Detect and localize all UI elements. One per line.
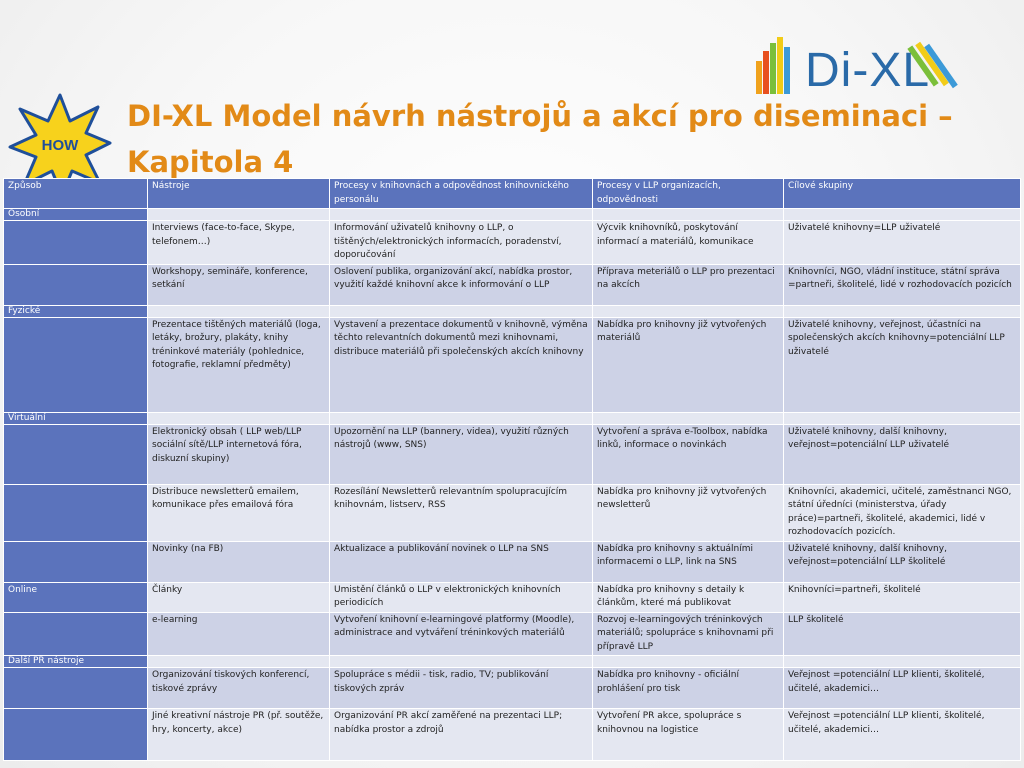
cell-llp-process: Nabídka pro knihovny - oficiální prohlášení pro tisk (593, 668, 784, 709)
cell-library-process: Informování uživatelů knihovny o LLP, o tištěných/elektronických informacích, poradenství, doporučování (330, 221, 593, 265)
section-label: Online (4, 582, 148, 612)
table-row (4, 582, 1021, 612)
section-row-fyzicke (4, 305, 1021, 317)
cell-target-group: Veřejnost =potenciální LLP klienti, školitelé, učitelé, akademici… (784, 709, 1021, 761)
cell-tool: Jiné kreativní nástroje PR (př. soutěže, hry, koncerty, akce) (148, 709, 330, 761)
section-row-virtualni (4, 412, 1021, 424)
table-row (4, 264, 1021, 305)
cell-llp-process: Výcvik knihovníků, poskytování informací a materiálů, komunikace (593, 221, 784, 265)
cell-llp-process: Nabídka pro knihovny s detaily k článkům, které má publikovat (593, 582, 784, 612)
cell-llp-process: Nabídka pro knihovny již vytvořených newsletterů (593, 484, 784, 541)
header-procesy-knihovny: Procesy v knihovnách a odpovědnost knihovnického personálu (330, 179, 593, 209)
header-zpusob: Způsob (4, 179, 148, 209)
section-row-dalsi-pr (4, 656, 1021, 668)
table-row (4, 612, 1021, 656)
cell-target-group: Knihovníci, akademici, učitelé, zaměstnanci NGO, státní úředníci (ministerstva, úřady práce)=partneři, školitelé, akademici, lidé v rozhodovacích pozicích. (784, 484, 1021, 541)
table-row (4, 668, 1021, 709)
cell-library-process: Organizování PR akcí zaměřené na prezentaci LLP; nabídka prostor a zdrojů (330, 709, 593, 761)
cell-tool: Prezentace tištěných materiálů (loga, letáky, brožury, plakáty, knihy tréninkové materiály (pohlednice, fotografie, reklamní předměty) (148, 317, 330, 412)
cell-target-group: Veřejnost =potenciální LLP klienti, školitelé, učitelé, akademici… (784, 668, 1021, 709)
cell-target-group: Knihovníci, NGO, vládní instituce, státní správa =partneři, školitelé, lidé v rozhodovacích pozicích (784, 264, 1021, 305)
cell-library-process: Spolupráce s médii - tisk, radio, TV; publikování tiskových zpráv (330, 668, 593, 709)
cell-tool: Organizování tiskových konferencí, tiskové zprávy (148, 668, 330, 709)
title-line-1: DI-XL Model návrh nástrojů a akcí pro diseminaci – (127, 99, 953, 133)
table-row (4, 424, 1021, 484)
logo-text: Di-XL (805, 44, 931, 97)
table-row (4, 709, 1021, 761)
cell-llp-process: Nabídka pro knihovny již vytvořených materiálů (593, 317, 784, 412)
cell-target-group: Knihovníci=partneři, školitelé (784, 582, 1021, 612)
cell-library-process: Rozesílání Newsletterů relevantním spolupracujícím knihovnám, listserv, RSS (330, 484, 593, 541)
section-row-osobni (4, 209, 1021, 221)
dissemination-table (3, 178, 1021, 761)
header-nastroje: Nástroje (148, 179, 330, 209)
cell-target-group: Uživatelé knihovny, další knihovny, veřejnost=potenciální LLP uživatelé (784, 424, 1021, 484)
cell-llp-process: Vytvoření PR akce, spolupráce s knihovnou na logistice (593, 709, 784, 761)
cell-tool: Elektronický obsah ( LLP web/LLP sociální sítě/LLP internetová fóra, diskuzní skupiny) (148, 424, 330, 484)
cell-tool: Články (148, 582, 330, 612)
section-label: Osobní (4, 209, 148, 221)
cell-llp-process: Vytvoření a správa e-Toolbox, nabídka linků, informace o novinkách (593, 424, 784, 484)
cell-llp-process: Rozvoj e-learningových tréninkových materiálů; spolupráce s knihovnami při přípravě LLP (593, 612, 784, 656)
cell-tool: Workshopy, semináře, konference, setkání (148, 264, 330, 305)
cell-library-process: Oslovení publika, organizování akcí, nabídka prostor, využití každé knihovní akce k informování o LLP (330, 264, 593, 305)
cell-tool: Distribuce newsletterů emailem, komunikace přes emailová fóra (148, 484, 330, 541)
cell-target-group: LLP školitelé (784, 612, 1021, 656)
table-row (4, 541, 1021, 582)
cell-library-process: Aktualizace a publikování novinek o LLP na SNS (330, 541, 593, 582)
title-line-2: Kapitola 4 (127, 145, 294, 179)
cell-library-process: Vytvoření knihovní e-learningové platformy (Moodle), administrace and vytváření tréninkových materiálů (330, 612, 593, 656)
table-row (4, 221, 1021, 265)
cell-llp-process: Nabídka pro knihovny s aktuálními informacemi o LLP, link na SNS (593, 541, 784, 582)
header-procesy-llp: Procesy v LLP organizacích, odpovědnosti (593, 179, 784, 209)
section-label: Fyzické (4, 305, 148, 317)
table-row (4, 317, 1021, 412)
cell-target-group: Uživatelé knihovny=LLP uživatelé (784, 221, 1021, 265)
table-row (4, 484, 1021, 541)
how-badge-text: HOW (41, 137, 79, 154)
cell-target-group: Uživatelé knihovny, veřejnost, účastníci na společenských akcích knihovny=potenciální LLP uživatelé (784, 317, 1021, 412)
section-label: Další PR nástroje (4, 656, 148, 668)
header-cilove-skupiny: Cílové skupiny (784, 179, 1021, 209)
page-title (127, 93, 997, 185)
cell-tool: Novinky (na FB) (148, 541, 330, 582)
cell-tool: e-learning (148, 612, 330, 656)
cell-library-process: Vystavení a prezentace dokumentů v knihovně, výměna těchto relevantních dokumentů mezi knihovnami, distribuce materiálů při společenských akcích knihovny (330, 317, 593, 412)
section-label: Virtuální (4, 412, 148, 424)
cell-llp-process: Příprava meteriálů o LLP pro prezentaci na akcích (593, 264, 784, 305)
table-header-row (4, 179, 1021, 209)
cell-library-process: Umistění článků o LLP v elektronických knihovních periodicích (330, 582, 593, 612)
cell-tool: Interviews (face-to-face, Skype, telefonem…) (148, 221, 330, 265)
cell-library-process: Upozornění na LLP (bannery, videa), využití různých nástrojů (www, SNS) (330, 424, 593, 484)
cell-target-group: Uživatelé knihovny, další knihovny, veřejnost=potenciální LLP školitelé (784, 541, 1021, 582)
